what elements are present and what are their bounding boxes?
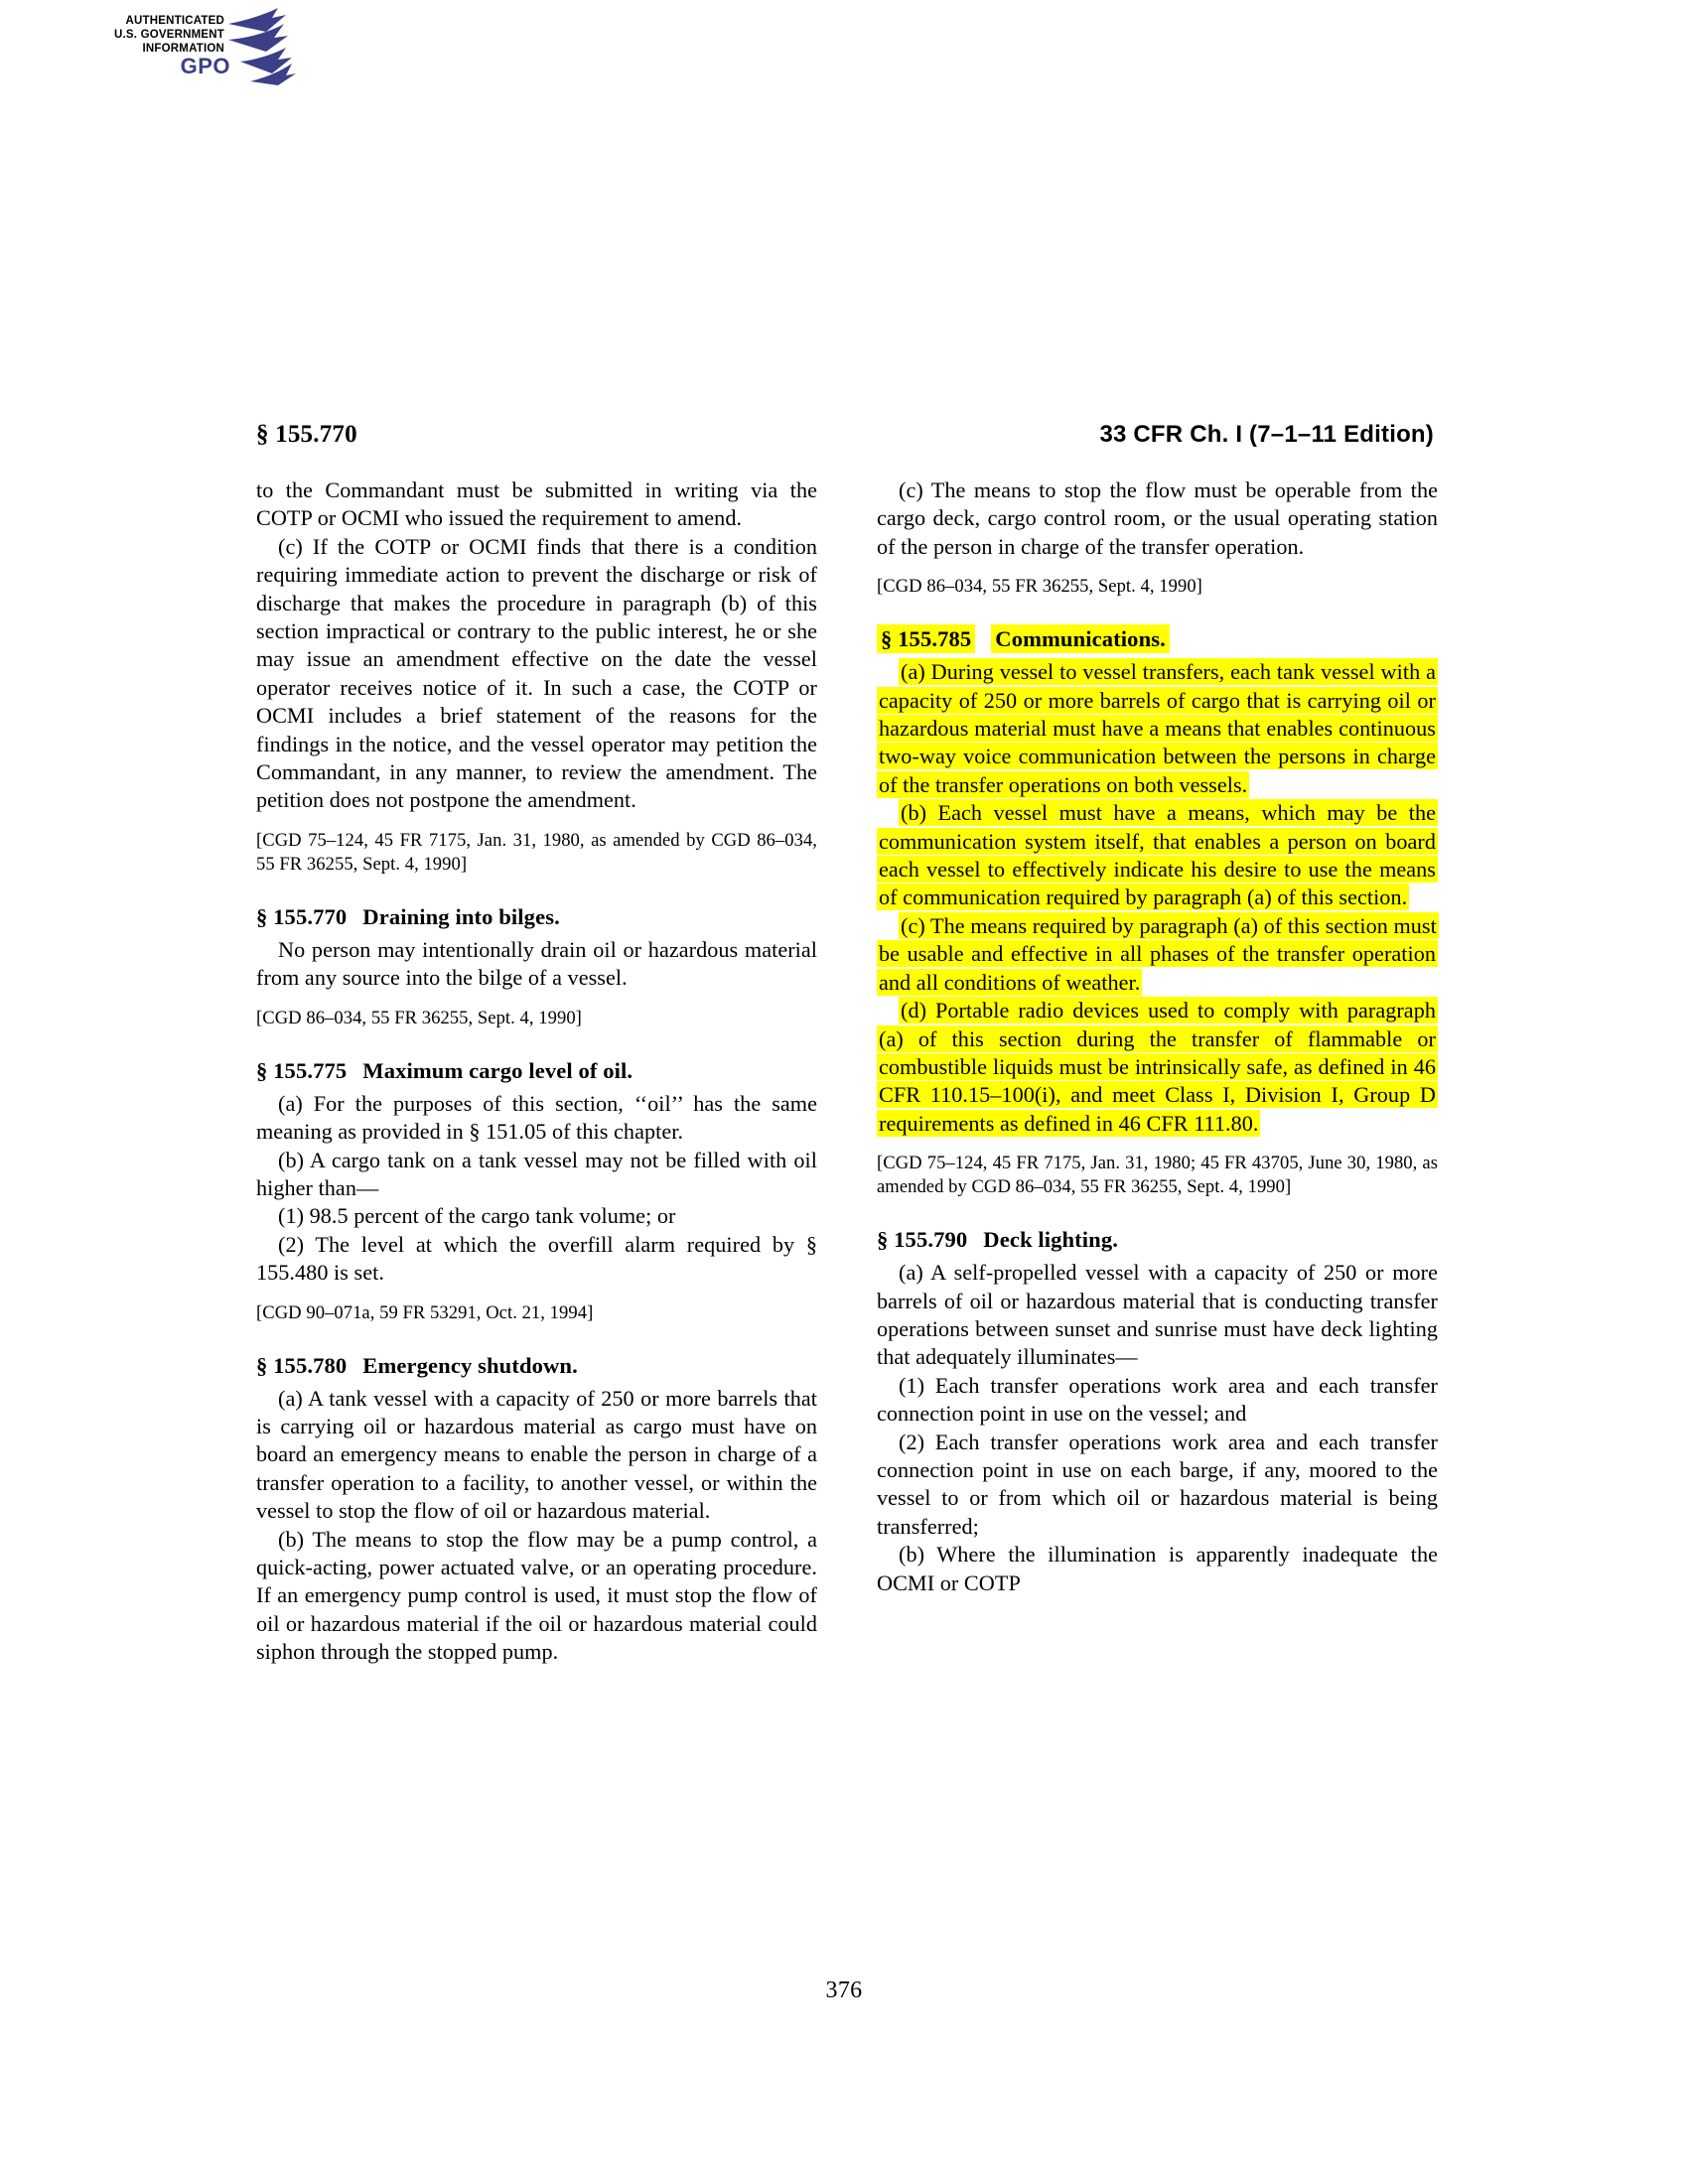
section-heading	[256, 902, 817, 932]
body-paragraph	[877, 658, 1438, 799]
body-paragraph	[256, 533, 817, 815]
source-citation	[877, 575, 1438, 599]
body-paragraph	[256, 1090, 817, 1147]
section-heading	[256, 1351, 817, 1381]
body-paragraph	[877, 477, 1438, 561]
paragraph-text: (c) The means required by paragraph (a) of this section must be usable and effective in all phases of the transfer operation and all conditions of weather.	[879, 912, 1437, 995]
source-citation	[877, 1152, 1438, 1199]
section-heading	[877, 624, 1438, 654]
paragraph-text: (b) Where the illumination is apparently inadequate the OCMI or COTP	[877, 1542, 1438, 1595]
gpo-logo-text: GPO	[180, 54, 230, 78]
body-paragraph	[877, 912, 1438, 997]
section-heading	[877, 1225, 1438, 1255]
section-number: § 155.775	[256, 1057, 348, 1083]
section-number: § 155.785	[877, 624, 975, 653]
citation-text: [CGD 86–034, 55 FR 36255, Sept. 4, 1990]	[877, 576, 1202, 598]
paragraph-text: (d) Portable radio devices used to comply with paragraph (a) of this section during the transfer of flammable or combustible liquids must be intrinsically safe, as defined in 46 CFR 110.15–100(i), and meet Class I, Division I, Group D requirements as defined in 46 CFR 111.80.	[879, 998, 1436, 1136]
right-column	[877, 477, 1438, 1667]
paragraph-text: (a) For the purposes of this section, ‘‘oil’’ has the same meaning as provided in § 151.05 of this chapter.	[256, 1090, 817, 1145]
body-paragraph	[877, 1259, 1438, 1372]
body-paragraph	[877, 1429, 1438, 1542]
paragraph-text: (c) The means to stop the flow must be operable from the cargo deck, cargo control room, or the usual operating station of the person in charge of the transfer operation.	[877, 478, 1438, 559]
paragraph-text: (2) Each transfer operations work area and each transfer connection point in use on each barge, if any, moored to the vessel to or from which oil or hazardous material is being transferred;	[877, 1429, 1438, 1539]
source-citation	[256, 1007, 817, 1030]
body-paragraph	[877, 997, 1438, 1138]
section-title: Communications.	[991, 624, 1170, 653]
section-title: Deck lighting.	[983, 1227, 1118, 1253]
body-paragraph	[877, 1372, 1438, 1429]
paragraph-text: (1) Each transfer operations work area and each transfer connection point in use on the vessel; and	[877, 1372, 1438, 1427]
citation-text: [CGD 75–124, 45 FR 7175, Jan. 31, 1980, as amended by CGD 86–034, 55 FR 36255, Sept. 4, 1990]	[256, 829, 817, 875]
paragraph-text: (a) During vessel to vessel transfers, each tank vessel with a capacity of 250 or more barrels of cargo that is carrying oil or hazardous material must have a means that enables continuous two-way voice communication between the persons in charge of the transfer operations on both vessels.	[879, 659, 1436, 797]
running-head	[256, 421, 1434, 455]
citation-text: [CGD 90–071a, 59 FR 53291, Oct. 21, 1994]	[256, 1301, 594, 1323]
paragraph-text: (a) A tank vessel with a capacity of 250 or more barrels that is carrying oil or hazardous material as cargo must have on board an emergency means to enable the person in charge of a transfer operation to a facility, to another vessel, or within the vessel to stop the flow of oil or hazardous material.	[256, 1385, 817, 1524]
body-paragraph	[256, 1526, 817, 1667]
section-title: Draining into bilges.	[362, 903, 560, 929]
section-number: § 155.790	[877, 1227, 968, 1253]
body-paragraph	[877, 1541, 1438, 1597]
paragraph-text: No person may intentionally drain oil or hazardous material from any source into the bilge of a vessel.	[256, 936, 817, 991]
paragraph-text: (a) A self-propelled vessel with a capacity of 250 or more barrels of oil or hazardous material that is conducting transfer operations between sunset and sunrise must have deck lighting that adequately illuminates—	[877, 1260, 1438, 1370]
running-head-edition: 33 CFR Ch. I (7–1–11 Edition)	[1099, 421, 1434, 448]
body-paragraph	[256, 1385, 817, 1526]
gpo-seal-line-2: U.S. GOVERNMENT	[114, 29, 224, 41]
gpo-seal-text	[77, 14, 224, 56]
body-paragraph	[877, 799, 1438, 912]
paragraph-text: (2) The level at which the overfill alarm required by § 155.480 is set.	[256, 1231, 817, 1286]
gpo-seal-line-3: INFORMATION	[142, 43, 224, 55]
section-number: § 155.780	[256, 1352, 348, 1378]
paragraph-text: (b) The means to stop the flow may be a pump control, a quick-acting, power actuated valve, or an operating procedure. If an emergency pump control is used, it must stop the flow of oil or hazardous material if the oil or hazardous material could siphon through the stopped pump.	[256, 1526, 817, 1665]
page-number: 376	[825, 1978, 863, 2003]
paragraph-text: to the Commandant must be submitted in writing via the COTP or OCMI who issued the requirement to amend.	[256, 478, 817, 531]
section-number: § 155.770	[256, 903, 348, 929]
left-column	[256, 477, 817, 1667]
source-citation	[256, 829, 817, 877]
paragraph-text: (1) 98.5 percent of the cargo tank volume; or	[278, 1203, 676, 1229]
body-columns	[256, 477, 1438, 1667]
section-title: Maximum cargo level of oil.	[362, 1057, 633, 1083]
body-paragraph	[256, 1147, 817, 1203]
body-paragraph	[256, 1202, 817, 1230]
body-paragraph	[256, 1231, 817, 1288]
paragraph-text: (b) A cargo tank on a tank vessel may not be filled with oil higher than—	[256, 1147, 817, 1200]
paragraph-text: (b) Each vessel must have a means, which may be the communication system itself, that enables a person on board each vessel to effectively indicate his desire to use the means of communication required by paragraph (a) of this section.	[879, 800, 1436, 910]
citation-text: [CGD 75–124, 45 FR 7175, Jan. 31, 1980; 45 FR 43705, June 30, 1980, as amended by CGD 86–034, 55 FR 36255, Sept. 4, 1990]	[877, 1153, 1438, 1198]
section-heading	[256, 1056, 817, 1086]
running-head-section: § 155.770	[256, 421, 357, 448]
body-paragraph	[256, 477, 817, 533]
gpo-swoosh-icon	[226, 6, 296, 85]
section-title: Emergency shutdown.	[362, 1352, 578, 1378]
body-paragraph	[256, 936, 817, 993]
paragraph-text: (c) If the COTP or OCMI finds that there is a condition requiring immediate action to prevent the discharge or risk of discharge that makes the procedure in paragraph (b) of this section impractical or contrary to the public interest, he or she may issue an amendment effective on the date the vessel operator receives notice of it. In such a case, the COTP or OCMI includes a brief statement of the reasons for the findings in the notice, and the vessel operator may petition the Commandant, in any manner, to review the amendment. The petition does not postpone the amendment.	[256, 533, 817, 813]
source-citation	[256, 1301, 817, 1325]
citation-text: [CGD 86–034, 55 FR 36255, Sept. 4, 1990]	[256, 1007, 582, 1028]
gpo-seal-line-1: AUTHENTICATED	[125, 15, 224, 27]
gpo-authentication-seal	[77, 6, 296, 85]
